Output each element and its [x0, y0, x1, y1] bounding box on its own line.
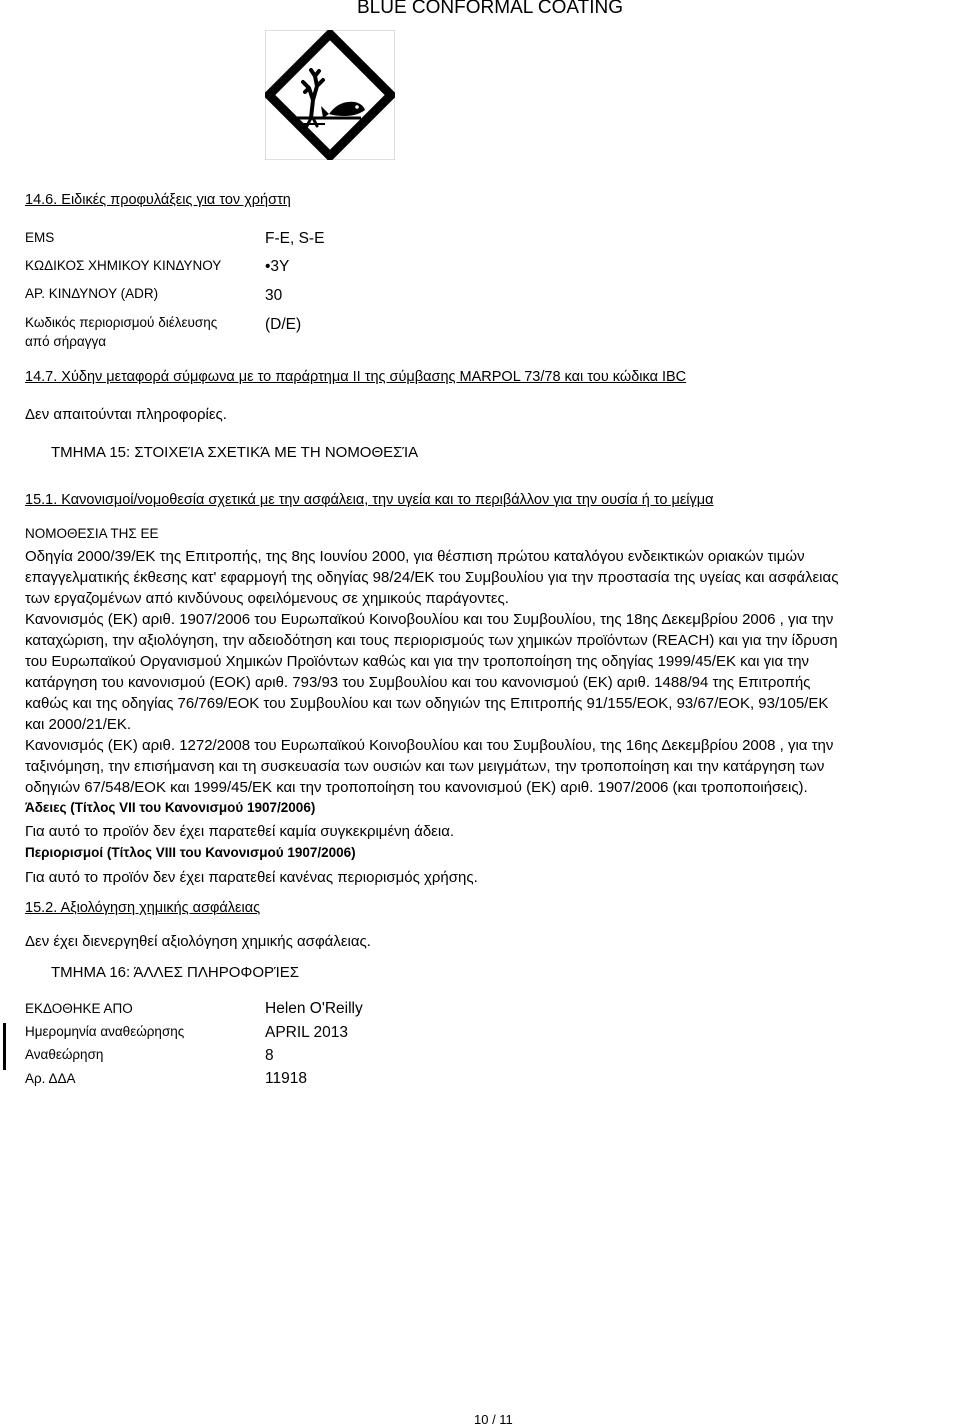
- eu-legislation-heading: ΝΟΜΟΘΕΣΙΑ ΤΗΣ ΕΕ: [25, 526, 159, 541]
- tunnel-code-label: Κωδικός περιορισμού διέλευσης: [25, 315, 218, 330]
- section-14-7-heading: 14.7. Χύδην μεταφορά σύμφωνα με το παράρτημα II της σύμβασης MARPOL 73/78 και του κώδικα IBC: [25, 369, 687, 385]
- text-line: οδηγιών 67/548/ΕΟΚ και 1999/45/ΕΚ και την τροποποίηση του κανονισμού (ΕΚ) αριθ. 1907/2006 (και τροποποιήσεις).: [25, 779, 808, 796]
- section-15-2-text: Δεν έχει διενεργηθεί αξιολόγηση χημικής ασφάλειας.: [25, 933, 371, 950]
- revision-marker-bar: [3, 1023, 6, 1070]
- revision-date-label: Ημερομηνία αναθεώρησης: [25, 1024, 185, 1039]
- permits-heading: Άδειες (Τίτλος VII του Κανονισμού 1907/2006): [25, 800, 316, 815]
- section-15-2-heading: 15.2. Αξιολόγηση χημικής ασφάλειας: [25, 900, 261, 916]
- environment-hazard-pictogram: [265, 30, 395, 160]
- hazchem-code-value: •3Y: [265, 258, 290, 275]
- section-14-7-text: Δεν απαιτούνται πληροφορίες.: [25, 406, 227, 423]
- issued-by-label: ΕΚΔΟΘΗΚΕ ΑΠΟ: [25, 1001, 133, 1016]
- permits-text: Για αυτό το προϊόν δεν έχει παρατεθεί καμία συγκεκριμένη άδεια.: [25, 823, 455, 840]
- revision-value: 8: [265, 1047, 274, 1064]
- tunnel-code-label-line2: από σήραγγα: [25, 334, 107, 349]
- text-line: καταχώριση, την αξιολόγηση, την αδειοδότηση και τους περιορισμούς των χημικών προϊόντων (REACH) και για την ίδρυση: [25, 632, 838, 649]
- text-line: ταξινόμηση, την επισήμανση και τη συσκευασία των ουσιών και των μειγμάτων, την τροποποίηση και την κατάργηση των: [25, 758, 825, 775]
- text-line: Κανονισμός (ΕΚ) αριθ. 1272/2008 του Ευρωπαϊκού Κοινοβουλίου και του Συμβουλίου, της 16ης Δεκεμβρίου 2008 , για την: [25, 737, 834, 754]
- hazchem-code-label: ΚΩΔΙΚΟΣ ΧΗΜΙΚΟΥ ΚΙΝΔΥΝΟΥ: [25, 258, 222, 273]
- text-line: και 2000/21/ΕΚ.: [25, 716, 132, 733]
- text-line: Οδηγία 2000/39/ΕΚ της Επιτροπής, της 8ης Ιουνίου 2000, για θέσπιση πρώτου καταλόγου ενδεικτικών οριακών τιμών: [25, 548, 805, 565]
- clp-paragraph: [25, 735, 925, 798]
- dead-tree-fish-icon: [265, 30, 395, 160]
- ems-value: F-E, S-E: [265, 230, 325, 247]
- document-title: BLUE CONFORMAL COATING: [357, 0, 624, 18]
- text-line: κατάργηση του κανονισμού (ΕΟΚ) αριθ. 793/93 του Συμβουλίου και του κανονισμού (ΕΚ) αριθ. 1488/94 της Επιτροπής: [25, 674, 811, 691]
- section-15-1-heading: 15.1. Κανονισμοί/νομοθεσία σχετικά με την ασφάλεια, την υγεία και το περιβάλλον για την ουσία ή το μείγμα: [25, 492, 714, 508]
- issued-by-value: Helen O'Reilly: [265, 1000, 363, 1017]
- directive-paragraph: [25, 546, 925, 609]
- reach-paragraph: [25, 609, 925, 735]
- ems-label: EMS: [25, 230, 55, 245]
- adr-hazard-number-label: ΑΡ. ΚΙΝΔΥΝΟΥ (ADR): [25, 286, 159, 301]
- revision-date-value: APRIL 2013: [265, 1024, 349, 1041]
- text-line: επαγγελματικής έκθεσης κατ' εφαρμογή της οδηγίας 98/24/ΕΚ του Συμβουλίου για την προστασία της υγείας και ασφάλειας: [25, 569, 839, 586]
- adr-hazard-number-value: 30: [265, 287, 283, 304]
- page-number: 10 / 11: [474, 1412, 513, 1427]
- text-line: Κανονισμός (ΕΚ) αριθ. 1907/2006 του Ευρωπαϊκού Κοινοβουλίου και του Συμβουλίου, της 18ης Δεκεμβρίου 2006 , για την: [25, 611, 834, 628]
- section-14-6-heading: 14.6. Ειδικές προφυλάξεις για τον χρήστη: [25, 192, 291, 208]
- tunnel-code-value: (D/E): [265, 316, 302, 333]
- sds-number-value: 11918: [265, 1070, 307, 1087]
- sds-number-label: Αρ. ΔΔΑ: [25, 1071, 76, 1086]
- text-line: των εργαζομένων από κινδύνους οφειλόμενους σε χημικούς παράγοντες.: [25, 590, 509, 607]
- revision-label: Αναθεώρηση: [25, 1047, 104, 1062]
- restrictions-text: Για αυτό το προϊόν δεν έχει παρατεθεί κανένας περιορισμός χρήσης.: [25, 869, 478, 886]
- text-line: του Ευρωπαϊκού Οργανισμού Χημικών Προϊόντων καθώς και για την τροποποίηση της οδηγίας 1999/45/ΕΚ και για την: [25, 653, 810, 670]
- text-line: καθώς και της οδηγίας 76/769/ΕΟΚ του Συμβουλίου και των οδηγιών της Επιτροπής 91/155/ΕΟΚ, 93/67/ΕΟΚ, 93/105/ΕΚ: [25, 695, 829, 712]
- restrictions-heading: Περιορισμοί (Τίτλος VIII του Κανονισμού 1907/2006): [25, 845, 356, 860]
- section-16-title: ΤΜΗΜΑ 16: ΆΛΛΕΣ ΠΛΗΡΟΦΟΡΊΕΣ: [51, 964, 300, 981]
- section-15-title: ΤΜΗΜΑ 15: ΣΤΟΙΧΕΊΑ ΣΧΕΤΙΚΆ ΜΕ ΤΗ ΝΟΜΟΘΕΣΊΑ: [51, 444, 419, 461]
